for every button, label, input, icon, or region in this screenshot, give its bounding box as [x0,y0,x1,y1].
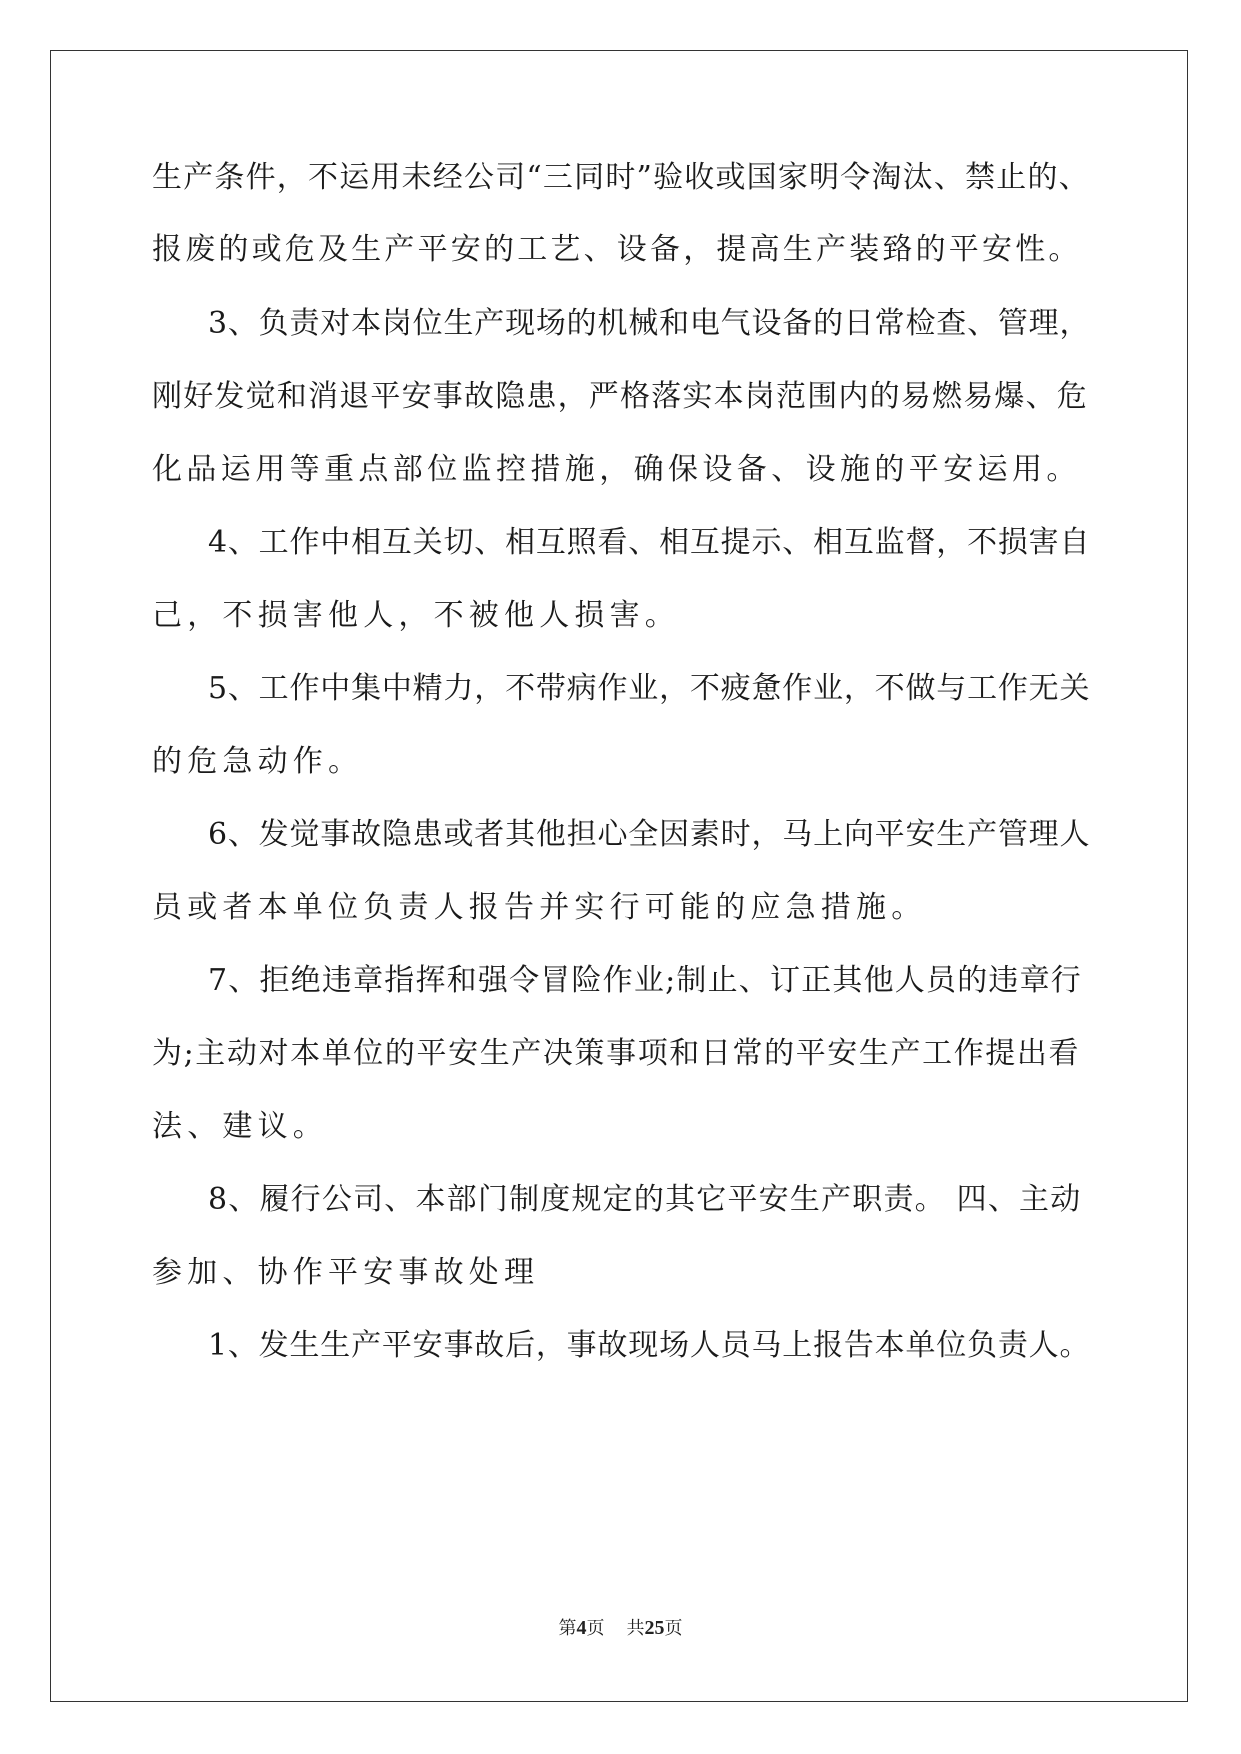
text-line: 参加、协作平安事故处理 [152,1255,540,1290]
paragraph-start: 3、负责对本岗位生产现场的机械和电气设备的日常检查、管理， [208,306,1091,341]
paragraph-start: 6、发觉事故隐患或者其他担心全因素时，马上向平安生产管理人 [208,817,1091,852]
paragraph-start: 5、工作中集中精力，不带病作业，不疲惫作业，不做与工作无关 [208,671,1091,706]
text-line: 员或者本单位负责人报告并实行可能的应急措施。 [152,890,927,925]
page-footer [0,1616,1241,1641]
paragraph-start: 8、履行公司、本部门制度规定的其它平安生产职责。 四、主动 [208,1182,1082,1217]
text-line: 法、建议。 [152,1109,328,1144]
paragraph-start: 7、拒绝违章指挥和强令冒险作业;制止、订正其他人员的违章行 [208,963,1082,998]
text-line: 刚好发觉和消退平安事故隐患，严格落实本岗范围内的易燃易爆、危 [152,379,1088,414]
paragraph-start: 4、工作中相互关切、相互照看、相互提示、相互监督，不损害自 [208,525,1091,560]
total-suffix: 页 [664,1618,683,1639]
page-prefix: 第 [558,1618,577,1639]
total-pages: 25 [644,1617,665,1639]
page-number: 4 [576,1617,587,1639]
text-line: 己，不损害他人，不被他人损害。 [152,598,680,633]
text-line: 的危急动作。 [152,744,364,779]
page-suffix: 页 [586,1618,605,1639]
text-line: 化品运用等重点部位监控措施，确保设备、设施的平安运用。 [152,452,1081,487]
page-border [50,50,1188,1702]
text-line: 生产条件，不运用未经公司“三同时”验收或国家明令淘汰、禁止的、 [152,160,1090,195]
paragraph-start: 1、发生生产平安事故后，事故现场人员马上报告本单位负责人。 [208,1328,1091,1363]
text-line: 报废的或危及生产平安的工艺、设备，提高生产装臵的平安性。 [152,232,1082,267]
total-prefix: 共 [626,1618,645,1639]
text-line: 为;主动对本单位的平安生产决策事项和日常的平安生产工作提出看 [152,1036,1081,1071]
